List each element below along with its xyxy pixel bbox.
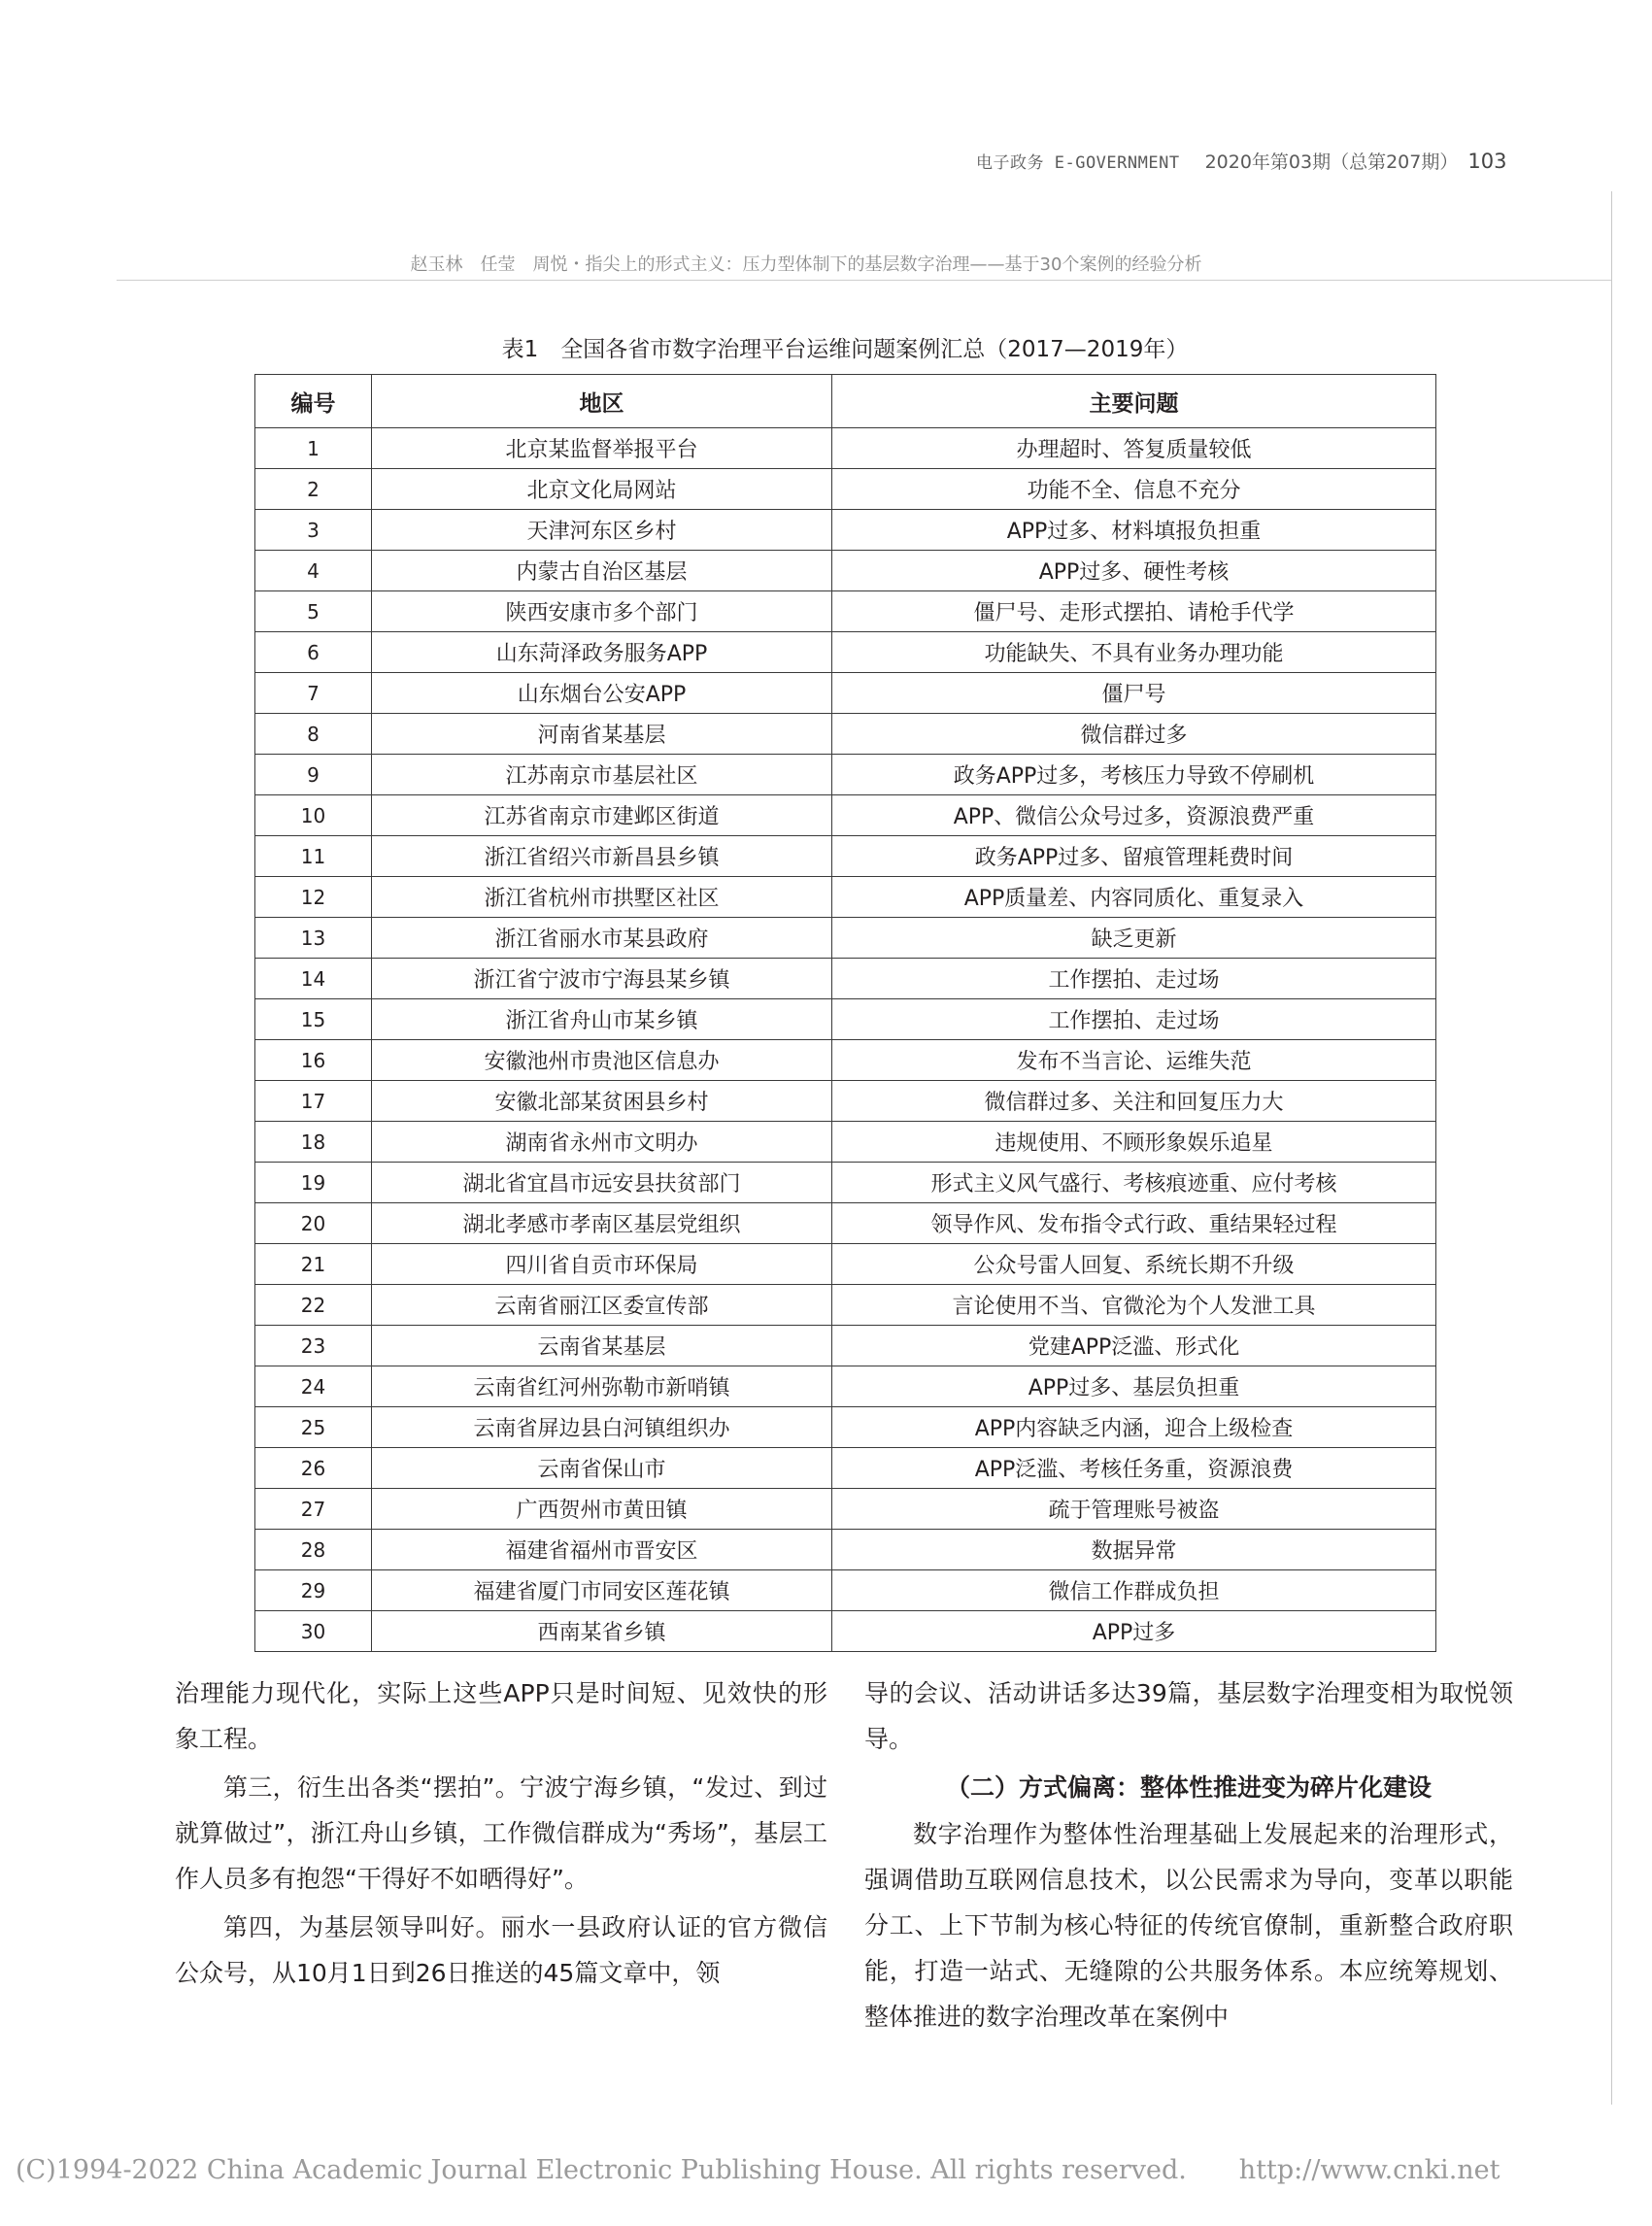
cell-number: 19 <box>255 1163 372 1203</box>
cell-issue: 工作摆拍、走过场 <box>832 999 1436 1040</box>
table-header-row <box>255 375 1436 428</box>
header-divider <box>117 280 1611 281</box>
table-row <box>255 877 1436 918</box>
cell-number: 25 <box>255 1407 372 1448</box>
table-row <box>255 591 1436 632</box>
cell-issue: 微信群过多、关注和回复压力大 <box>832 1081 1436 1122</box>
section-heading: （二）方式偏离：整体性推进变为碎片化建设 <box>945 1773 1432 1802</box>
issue-info: 2020年第03期（总第207期） <box>1204 152 1459 173</box>
table-row <box>255 795 1436 836</box>
cell-number: 27 <box>255 1489 372 1530</box>
cell-issue: 发布不当言论、运维失范 <box>832 1040 1436 1081</box>
table-caption: 表1 全国各省市数字治理平台运维问题案例汇总（2017—2019年） <box>501 337 1189 362</box>
table-row <box>255 918 1436 959</box>
cell-issue: APP过多、硬性考核 <box>832 551 1436 591</box>
table-row <box>255 1040 1436 1081</box>
table-row <box>255 1326 1436 1366</box>
cell-number: 14 <box>255 959 372 999</box>
case-table <box>254 374 1436 1652</box>
cell-region: 福建省福州市晋安区 <box>372 1530 832 1570</box>
cell-number: 11 <box>255 836 372 877</box>
cell-region: 云南省保山市 <box>372 1448 832 1489</box>
cell-number: 18 <box>255 1122 372 1163</box>
cell-region: 安徽池州市贵池区信息办 <box>372 1040 832 1081</box>
cell-number: 5 <box>255 591 372 632</box>
table-body <box>255 428 1436 1652</box>
cell-number: 12 <box>255 877 372 918</box>
cell-issue: APP、微信公众号过多，资源浪费严重 <box>832 795 1436 836</box>
table-row <box>255 673 1436 714</box>
cell-issue: 微信工作群成负担 <box>832 1570 1436 1611</box>
cell-region: 湖北省宜昌市远安县扶贫部门 <box>372 1163 832 1203</box>
table-row <box>255 1244 1436 1285</box>
cell-region: 浙江省宁波市宁海县某乡镇 <box>372 959 832 999</box>
cell-region: 北京文化局网站 <box>372 469 832 510</box>
table-row <box>255 1448 1436 1489</box>
cell-region: 山东烟台公安APP <box>372 673 832 714</box>
cell-region: 安徽北部某贫困县乡村 <box>372 1081 832 1122</box>
cell-region: 天津河东区乡村 <box>372 510 832 551</box>
cell-issue: 办理超时、答复质量较低 <box>832 428 1436 469</box>
cell-region: 内蒙古自治区基层 <box>372 551 832 591</box>
table-row <box>255 1489 1436 1530</box>
cell-number: 7 <box>255 673 372 714</box>
cell-issue: 缺乏更新 <box>832 918 1436 959</box>
cell-number: 30 <box>255 1611 372 1652</box>
cell-region: 广西贺州市黄田镇 <box>372 1489 832 1530</box>
cell-number: 28 <box>255 1530 372 1570</box>
copyright-footer: (C)1994-2022 China Academic Journal Electronic Publishing House. All rights reserved. http://www.cnki.net <box>16 2155 1500 2185</box>
cell-number: 4 <box>255 551 372 591</box>
cell-number: 15 <box>255 999 372 1040</box>
cell-issue: 党建APP泛滥、形式化 <box>832 1326 1436 1366</box>
body-paragraph: 第四，为基层领导叫好。丽水一县政府认证的官方微信公众号，从10月1日到26日推送的45篇文章中，领 <box>175 1913 827 1987</box>
cell-issue: APP质量差、内容同质化、重复录入 <box>832 877 1436 918</box>
cell-number: 3 <box>255 510 372 551</box>
cell-issue: 功能不全、信息不充分 <box>832 469 1436 510</box>
cell-issue: APP过多 <box>832 1611 1436 1652</box>
cell-issue: 工作摆拍、走过场 <box>832 959 1436 999</box>
table-row <box>255 1081 1436 1122</box>
cell-issue: 僵尸号 <box>832 673 1436 714</box>
body-paragraph: 第三，衍生出各类“摆拍”。宁波宁海乡镇，“发过、到过就算做过”，浙江舟山乡镇，工作微信群成为“秀场”，基层工作人员多有抱怨“干得好不如晒得好”。 <box>175 1773 827 1893</box>
table-row <box>255 510 1436 551</box>
table-row <box>255 1570 1436 1611</box>
cell-issue: 形式主义风气盛行、考核痕迹重、应付考核 <box>832 1163 1436 1203</box>
journal-header <box>976 148 1506 174</box>
cell-region: 云南省红河州弥勒市新哨镇 <box>372 1366 832 1407</box>
table-row <box>255 551 1436 591</box>
header-region: 地区 <box>372 375 832 428</box>
table-row <box>255 714 1436 755</box>
cell-region: 福建省厦门市同安区莲花镇 <box>372 1570 832 1611</box>
table-row <box>255 1366 1436 1407</box>
cell-region: 陕西安康市多个部门 <box>372 591 832 632</box>
table-row <box>255 755 1436 795</box>
table-row <box>255 1163 1436 1203</box>
cell-issue: APP泛滥、考核任务重，资源浪费 <box>832 1448 1436 1489</box>
table-row <box>255 999 1436 1040</box>
cell-number: 26 <box>255 1448 372 1489</box>
cell-region: 江苏省南京市建邺区街道 <box>372 795 832 836</box>
cell-number: 21 <box>255 1244 372 1285</box>
left-column <box>175 1670 827 1996</box>
cell-region: 四川省自贡市环保局 <box>372 1244 832 1285</box>
cell-number: 1 <box>255 428 372 469</box>
journal-name: 电子政务 E-GOVERNMENT <box>976 153 1180 173</box>
cell-number: 6 <box>255 632 372 673</box>
cell-region: 浙江省丽水市某县政府 <box>372 918 832 959</box>
cell-number: 9 <box>255 755 372 795</box>
cell-region: 湖南省永州市文明办 <box>372 1122 832 1163</box>
cell-region: 江苏南京市基层社区 <box>372 755 832 795</box>
cell-issue: 违规使用、不顾形象娱乐追星 <box>832 1122 1436 1163</box>
table-row <box>255 1611 1436 1652</box>
cell-region: 北京某监督举报平台 <box>372 428 832 469</box>
page-number: 103 <box>1467 150 1507 173</box>
cell-region: 河南省某基层 <box>372 714 832 755</box>
body-paragraph: 治理能力现代化，实际上这些APP只是时间短、见效快的形象工程。 <box>175 1679 827 1753</box>
cell-issue: 僵尸号、走形式摆拍、请枪手代学 <box>832 591 1436 632</box>
cell-number: 13 <box>255 918 372 959</box>
cell-issue: APP过多、材料填报负担重 <box>832 510 1436 551</box>
table-row <box>255 469 1436 510</box>
body-paragraph: 导的会议、活动讲话多达39篇，基层数字治理变相为取悦领导。 <box>864 1679 1513 1753</box>
table-row <box>255 836 1436 877</box>
cell-number: 24 <box>255 1366 372 1407</box>
table-row <box>255 1122 1436 1163</box>
cell-number: 2 <box>255 469 372 510</box>
cell-issue: 功能缺失、不具有业务办理功能 <box>832 632 1436 673</box>
cell-region: 云南省某基层 <box>372 1326 832 1366</box>
table-row <box>255 1407 1436 1448</box>
cell-issue: 公众号雷人回复、系统长期不升级 <box>832 1244 1436 1285</box>
cell-issue: APP过多、基层负担重 <box>832 1366 1436 1407</box>
cell-number: 8 <box>255 714 372 755</box>
cell-issue: 言论使用不当、官微沦为个人发泄工具 <box>832 1285 1436 1326</box>
cell-region: 西南某省乡镇 <box>372 1611 832 1652</box>
cell-region: 山东菏泽政务服务APP <box>372 632 832 673</box>
header-number: 编号 <box>255 375 372 428</box>
table-row <box>255 1530 1436 1570</box>
running-head: 赵玉林 任莹 周悦・指尖上的形式主义：压力型体制下的基层数字治理——基于30个案例的经验分析 <box>410 254 1202 275</box>
cell-region: 浙江省杭州市拱墅区社区 <box>372 877 832 918</box>
right-column <box>864 1670 1513 2040</box>
cell-region: 浙江省舟山市某乡镇 <box>372 999 832 1040</box>
margin-rule <box>1611 191 1612 2105</box>
header-issue: 主要问题 <box>832 375 1436 428</box>
cell-issue: 数据异常 <box>832 1530 1436 1570</box>
table-row <box>255 632 1436 673</box>
cell-number: 16 <box>255 1040 372 1081</box>
body-paragraph: 数字治理作为整体性治理基础上发展起来的治理形式，强调借助互联网信息技术，以公民需求为导向，变革以职能分工、上下节制为核心特征的传统官僚制，重新整合政府职能，打造一站式、无缝隙的公共服务体系。本应统筹规划、整体推进的数字治理改革在案例中 <box>864 1820 1513 2031</box>
cell-issue: 政务APP过多，考核压力导致不停刷机 <box>832 755 1436 795</box>
cell-region: 云南省屏边县白河镇组织办 <box>372 1407 832 1448</box>
cell-issue: 领导作风、发布指令式行政、重结果轻过程 <box>832 1203 1436 1244</box>
table-row <box>255 428 1436 469</box>
cell-issue: APP内容缺乏内涵，迎合上级检查 <box>832 1407 1436 1448</box>
table-row <box>255 1203 1436 1244</box>
table-row <box>255 959 1436 999</box>
cell-issue: 微信群过多 <box>832 714 1436 755</box>
cell-region: 云南省丽江区委宣传部 <box>372 1285 832 1326</box>
cell-number: 22 <box>255 1285 372 1326</box>
table-row <box>255 1285 1436 1326</box>
cell-number: 29 <box>255 1570 372 1611</box>
cell-issue: 疏于管理账号被盗 <box>832 1489 1436 1530</box>
cell-number: 10 <box>255 795 372 836</box>
cell-region: 浙江省绍兴市新昌县乡镇 <box>372 836 832 877</box>
cell-number: 17 <box>255 1081 372 1122</box>
cell-issue: 政务APP过多、留痕管理耗费时间 <box>832 836 1436 877</box>
cell-region: 湖北孝感市孝南区基层党组织 <box>372 1203 832 1244</box>
cell-number: 23 <box>255 1326 372 1366</box>
cell-number: 20 <box>255 1203 372 1244</box>
